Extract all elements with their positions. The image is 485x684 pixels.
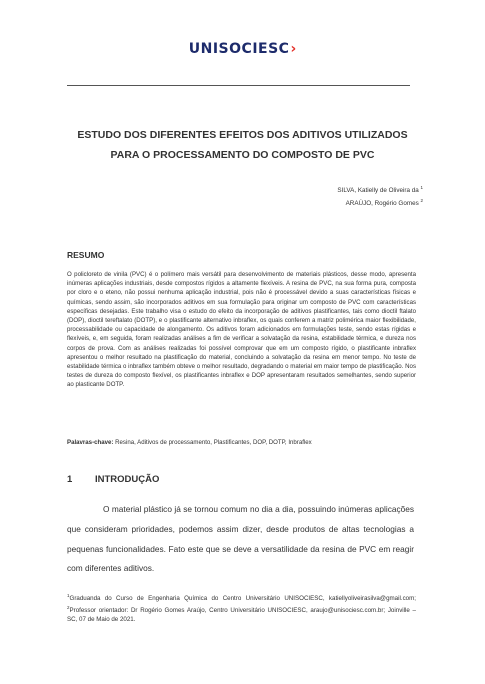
footnote [67,591,416,624]
keywords [67,438,416,447]
logo-text: UNISOCIESC [188,41,290,57]
footnote-text-2: Professor orientador: Dr Rogério Gomes Araújo, Centro Universitário UNISOCIESC, araujo@unisociesc.com.br; Joinville – SC, 07 de Maio de 2021. [67,607,416,624]
keywords-label: Palavras-chave: [67,439,114,446]
author-1 [337,183,423,196]
chevron-right-icon: › [290,41,297,57]
section-title: INTRODUÇÃO [95,474,160,485]
footnote-text-1: Graduanda do Curso de Engenharia Química do Centro Universitário UNISOCIESC, katiellyoliveirasilva@gmail.com; [69,595,416,603]
paper-title [40,125,445,165]
title-line-2: PARA O PROCESSAMENTO DO COMPOSTO DE PVC [110,149,375,161]
title-line-1: ESTUDO DOS DIFERENTES EFEITOS DOS ADITIVOS UTILIZADOS [77,129,408,141]
unisociesc-logo [0,40,485,58]
author-list [337,183,423,208]
header-divider [67,85,410,86]
author-footnote-mark: 1 [420,185,423,190]
section-number: 1 [67,474,73,485]
author-name: ARAÚJO, Rogério Gomes [345,199,419,207]
abstract-text: O policloreto de vinila (PVC) é o polímero mais versátil para desenvolvimento de materiais plásticos, desse modo, apresenta inúmeras aplicações industriais, desde compostos rígidos a altamente flexíveis. A resina de PVC, na sua forma pura, composta por cloro e o eteno, não possui nenhuma aplicação industrial, pois não é processável devido a suas características físicas e químicas, sendo assim, são incorporados aditivos em sua formulação para originar um composto de PVC com características específicas desejadas. Este trabalho visa o estudo do efeito da incorporação de aditivos plastificantes, tais como dioctil ftalato (DOP), dioctil tereftalato (DOTP), e o plastificante alternativo inbraflex, os quais conferem a matriz polimérica maior flexibilidade, processabilidade ou capacidade de alongamento. Os aditivos foram adicionados em formulações teste, sendo estas rígidas e flexíveis, e, em seguida, foram realizadas análises a fim de verificar a solvatação da resina, estabilidade térmica, e dureza nos corpos de prova. Com as análises realizadas foi possível comprovar que em um composto rígido, o plastificante inbraflex apresentou o melhor resultado na plastificação do material, concluindo a solvatação da resina em menor tempo. No teste de estabilidade térmica o inbraflex também obteve o melhor resultado, degradando o material em maior tempo de plastificação. Nos testes de dureza do composto flexível, os plastificantes inbraflex e DOP apresentaram resultados semelhantes, sendo superior ao plasticante DOTP. [67,271,416,389]
keywords-text: Resina, Aditivos de processamento, Plastificantes, DOP, DOTP, Inbraflex [115,439,312,446]
author-name: SILVA, Katielly de Oliveira da [337,187,419,195]
footnote-mark-1: 1 [67,593,70,598]
section-heading [67,474,159,485]
introduction-paragraph: O material plástico já se tornou comum no dia a dia, possuindo inúmeras aplicações que consideram prioridades, podemos assim dizer, desde produtos de altas tecnologias a pequenas funcionalidades. Fato este que se deve a versatilidade da resina de PVC em reagir com diferentes aditivos. [67,504,414,574]
footnote-mark-2: 2 [67,605,70,611]
abstract-heading: RESUMO [67,250,105,260]
author-2 [337,196,423,209]
author-footnote-mark: 2 [420,197,423,203]
